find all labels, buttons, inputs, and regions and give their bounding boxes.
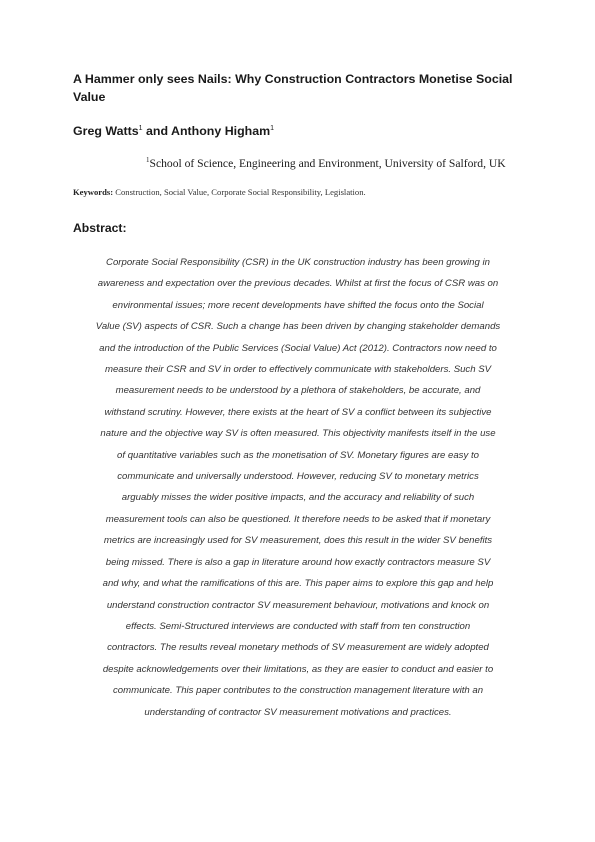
- abstract-line: measurement needs to be understood by a plethora of stakeholders, be accurate, and: [115, 385, 481, 397]
- abstract-line: measure their CSR and SV in order to effectively communicate with stakeholders. Such SV: [104, 364, 492, 376]
- abstract-body: [68, 252, 528, 723]
- affiliation-mark: 1: [146, 156, 150, 164]
- affiliation-mark: 1: [270, 125, 275, 132]
- abstract-line: despite acknowledgements over their limitations, as they are easier to conduct and easier to: [102, 663, 494, 675]
- abstract-line: environmental issues; more recent developments have shifted the focus onto the Social: [112, 299, 484, 311]
- paper-title: A Hammer only sees Nails: Why Construction Contractors Monetise Social Value: [73, 72, 513, 104]
- abstract-line: Value (SV) aspects of CSR. Such a change has been driven by changing stakeholder demands: [95, 321, 501, 333]
- abstract-line: awareness and expectation over the previous decades. Whilst at first the focus of CSR was on: [97, 278, 499, 290]
- author-name: Greg Watts: [73, 124, 139, 138]
- keywords: [73, 187, 366, 197]
- keywords-label: Keywords:: [73, 187, 114, 197]
- abstract-line: metrics are increasingly used for SV measurement, does this result in the wider SV benefits: [103, 535, 493, 547]
- abstract-line: understanding of contractor SV measurement motivations and practices.: [144, 706, 452, 718]
- abstract-heading: Abstract:: [73, 221, 127, 235]
- abstract-line: and why, and what the ramifications of this are. This paper aims to explore this gap and help: [102, 578, 494, 590]
- abstract-line: nature and the objective way SV is often measured. This objectivity manifests itself in the use: [100, 428, 496, 440]
- abstract-line: contractors. The results reveal monetary methods of SV measurement are widely adopted: [107, 642, 489, 654]
- abstract-line: understand construction contractor SV measurement behaviour, motivations and knock on: [106, 599, 490, 611]
- affiliation-text: School of Science, Engineering and Environment, University of Salford, UK: [149, 157, 506, 170]
- abstract-line: communicate and universally understood. However, reducing SV to monetary metrics: [117, 471, 479, 483]
- abstract-line: being missed. There is also a gap in literature around how exactly contractors measure SV: [105, 556, 491, 568]
- author-separator: and: [142, 124, 172, 138]
- abstract-line: effects. Semi-Structured interviews are conducted with staff from ten construction: [125, 620, 471, 632]
- abstract-line: communicate. This paper contributes to the construction management literature with an: [112, 685, 484, 697]
- abstract-line: arguably misses the wider positive impacts, and the accuracy and reliability of such: [121, 492, 475, 504]
- abstract-line: and the introduction of the Public Services (Social Value) Act (2012). Contractors now need to: [99, 342, 497, 354]
- abstract-line: of quantitative variables such as the monetisation of SV. Monetary figures are easy to: [117, 449, 479, 461]
- abstract-line: withstand scrutiny. However, there exists at the heart of SV a conflict between its subjective: [104, 406, 492, 418]
- affiliation-mark: 1: [138, 125, 143, 132]
- affiliation: [146, 157, 506, 170]
- abstract-line: measurement tools can also be questioned. It therefore needs to be asked that if monetary: [105, 513, 491, 525]
- keywords-text: Construction, Social Value, Corporate Social Responsibility, Legislation.: [115, 187, 366, 197]
- author-list: [73, 124, 274, 138]
- abstract-line: Corporate Social Responsibility (CSR) in the UK construction industry has been growing in: [106, 257, 490, 268]
- author-name: Anthony Higham: [171, 124, 271, 138]
